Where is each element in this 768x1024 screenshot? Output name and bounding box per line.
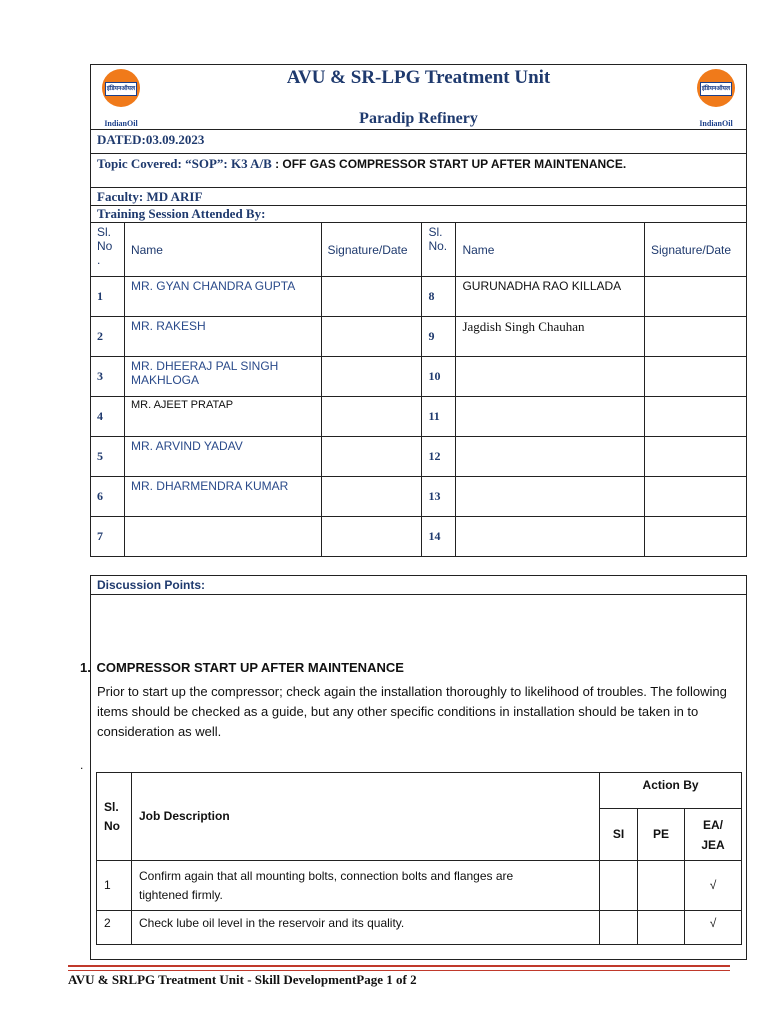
attendee-name: MR. AJEET PRATAP [124, 397, 321, 437]
job-description: Check lube oil level in the reservoir and its quality. [131, 911, 599, 945]
attendee-name [456, 397, 645, 437]
table-row [97, 861, 742, 911]
attendee-name: MR. DHEERAJ PAL SINGH MAKHLOGA [124, 357, 321, 397]
signature-cell[interactable] [321, 477, 422, 517]
signature-cell[interactable] [645, 477, 747, 517]
row-number: 5 [91, 437, 125, 477]
job-header-si: SI [600, 809, 638, 861]
logo-band-text: इंडियनऑयल [700, 82, 732, 96]
row-number: 13 [422, 477, 456, 517]
header-sl-left: Sl. No . [91, 223, 125, 277]
header-sl-right: Sl. No. [422, 223, 456, 277]
signature-cell[interactable] [321, 437, 422, 477]
row-number: 11 [422, 397, 456, 437]
row-number: 4 [91, 397, 125, 437]
logo-band-text: इंडियनऑयल [105, 82, 137, 96]
job-sl: 2 [97, 911, 132, 945]
row-number: 10 [422, 357, 456, 397]
logo-word: IndianOil [104, 119, 138, 128]
signature-cell[interactable] [321, 317, 422, 357]
job-si-check [600, 911, 638, 945]
signature-cell[interactable] [321, 397, 422, 437]
row-number: 6 [91, 477, 125, 517]
topic-sop: “SOP”: K3 A/B [185, 156, 272, 171]
signature-cell[interactable] [321, 517, 422, 557]
row-number: 14 [422, 517, 456, 557]
table-row [91, 437, 747, 477]
table-row [91, 277, 747, 317]
row-number: 2 [91, 317, 125, 357]
header-name-left: Name [124, 223, 321, 277]
header-signature-right: Signature/Date [645, 223, 747, 277]
job-table [96, 772, 742, 945]
page-footer: AVU & SRLPG Treatment Unit - Skill DevelopmentPage 1 of 2 [68, 972, 417, 987]
signature-cell[interactable] [645, 397, 747, 437]
footer-rule [68, 965, 730, 967]
table-row [91, 357, 747, 397]
attendee-name [124, 517, 321, 557]
attendee-name: GURUNADHA RAO KILLADA [456, 277, 645, 317]
job-header-pe: PE [638, 809, 685, 861]
page-title: AVU & SR-LPG Treatment Unit [286, 67, 551, 88]
attendee-name: MR. DHARMENDRA KUMAR [124, 477, 321, 517]
signature-cell[interactable] [645, 317, 747, 357]
point-number: 1. [80, 660, 91, 675]
table-row [97, 911, 742, 945]
footer-rule [68, 970, 730, 971]
topic-text: : OFF GAS COMPRESSOR START UP AFTER MAINTENANCE. [275, 157, 627, 171]
job-header-row [97, 773, 742, 809]
header-signature-left: Signature/Date [321, 223, 422, 277]
attendee-name: MR. RAKESH [124, 317, 321, 357]
attendee-name: MR. GYAN CHANDRA GUPTA [124, 277, 321, 317]
row-number: 8 [422, 277, 456, 317]
attendee-name [456, 437, 645, 477]
faculty-row: Faculty: MD ARIF [90, 188, 747, 206]
job-header-action-by: Action By [600, 773, 742, 809]
table-row [91, 477, 747, 517]
dated-row: DATED:03.09.2023 [90, 130, 747, 154]
stray-dot: . [80, 758, 84, 772]
attendee-name [456, 477, 645, 517]
signature-cell[interactable] [321, 277, 422, 317]
job-header-ea-jea: EA/ JEA [685, 809, 742, 861]
row-number: 1 [91, 277, 125, 317]
job-sl: 1 [97, 861, 132, 911]
job-header-sl: Sl. No [97, 773, 132, 861]
attendee-name [456, 357, 645, 397]
row-number: 9 [422, 317, 456, 357]
job-si-check [600, 861, 638, 911]
attendance-header-row [91, 223, 747, 277]
point-title [80, 660, 404, 675]
signature-cell[interactable] [321, 357, 422, 397]
signature-cell[interactable] [645, 277, 747, 317]
indianoil-logo-right [690, 69, 742, 128]
document-header [90, 64, 747, 130]
logo-word: IndianOil [699, 119, 733, 128]
row-number: 7 [91, 517, 125, 557]
page-subtitle: Paradip Refinery [359, 110, 478, 127]
job-pe-check [638, 911, 685, 945]
job-header-description: Job Description [131, 773, 599, 861]
point-body: Prior to start up the compressor; check again the installation thoroughly to likelihood of troubles. The following items should be checked as a guide, but any other specific conditions in installation should be taken in to consideration as well. [97, 684, 727, 739]
attendee-name: MR. ARVIND YADAV [124, 437, 321, 477]
attendance-table [90, 222, 747, 557]
point-title-text: COMPRESSOR START UP AFTER MAINTENANCE [96, 660, 404, 675]
table-row [91, 317, 747, 357]
discussion-heading: Discussion Points: [91, 576, 746, 595]
row-number: 3 [91, 357, 125, 397]
table-row [91, 517, 747, 557]
attendee-name: Jagdish Singh Chauhan [456, 317, 645, 357]
job-description: Confirm again that all mounting bolts, connection bolts and flanges are tightened firmly. [131, 861, 599, 911]
signature-cell[interactable] [645, 357, 747, 397]
header-name-right: Name [456, 223, 645, 277]
logo-disc-icon [697, 69, 735, 107]
attendee-name [456, 517, 645, 557]
table-row [91, 397, 747, 437]
job-pe-check [638, 861, 685, 911]
signature-cell[interactable] [645, 517, 747, 557]
topic-row [90, 154, 747, 188]
topic-label: Topic Covered: [97, 156, 182, 171]
signature-cell[interactable] [645, 437, 747, 477]
job-ea-check: √ [685, 911, 742, 945]
row-number: 12 [422, 437, 456, 477]
session-row: Training Session Attended By: [90, 206, 747, 223]
job-ea-check: √ [685, 861, 742, 911]
